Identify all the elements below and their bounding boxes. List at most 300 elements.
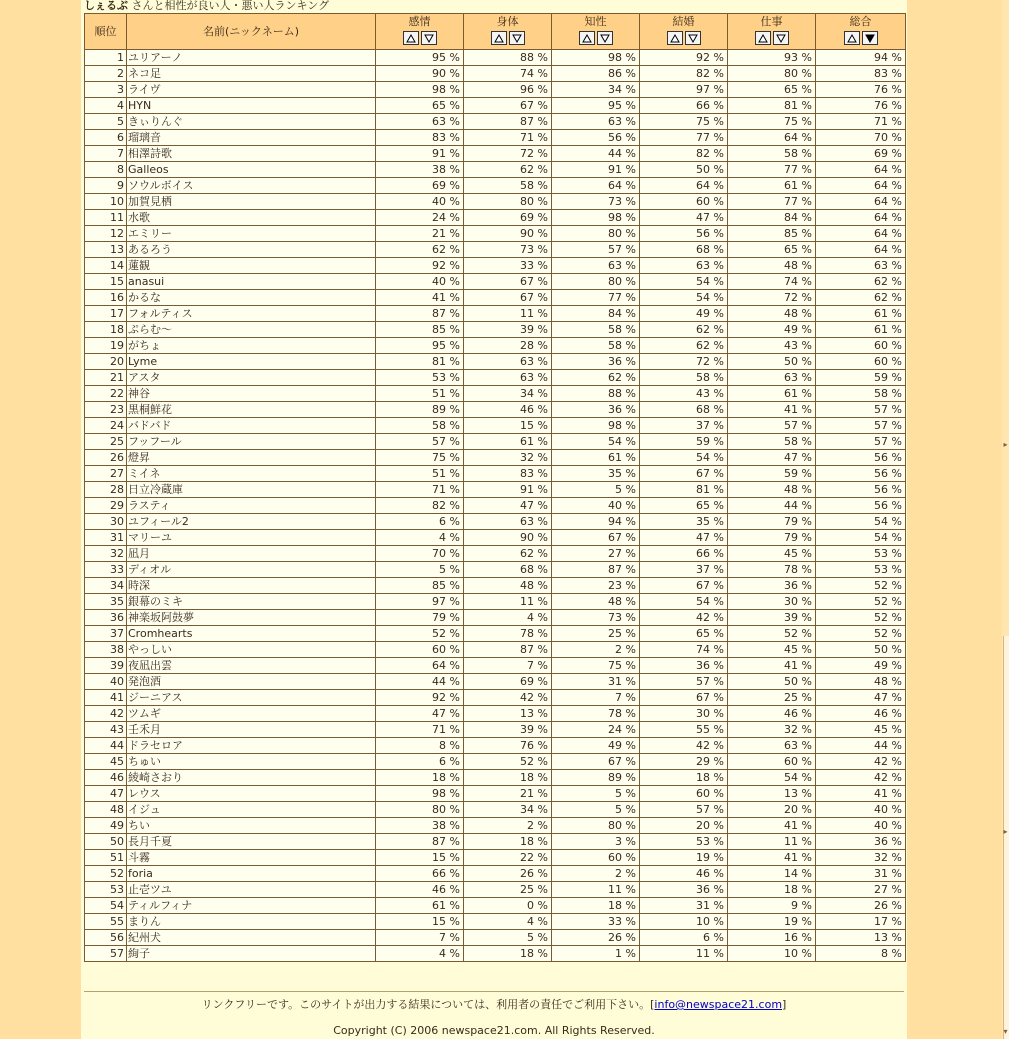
cell-total: 69 %: [816, 146, 906, 162]
cell-emotion: 38 %: [376, 162, 464, 178]
cell-name: 止壱ツユ: [127, 882, 376, 898]
cell-emotion: 92 %: [376, 690, 464, 706]
cell-total: 76 %: [816, 98, 906, 114]
cell-work: 25 %: [728, 690, 816, 706]
table-row: [85, 562, 906, 578]
cell-name: foria: [127, 866, 376, 882]
cell-emotion: 87 %: [376, 306, 464, 322]
cell-total: 52 %: [816, 626, 906, 642]
cell-total: 52 %: [816, 594, 906, 610]
sort-intellect-asc-button[interactable]: [579, 31, 595, 45]
cell-name: マリーユ: [127, 530, 376, 546]
table-row: [85, 82, 906, 98]
cell-name: 神谷: [127, 386, 376, 402]
cell-marriage: 65 %: [640, 498, 728, 514]
cell-rank: 54: [85, 898, 127, 914]
cell-marriage: 82 %: [640, 66, 728, 82]
cell-intellect: 77 %: [552, 290, 640, 306]
cell-emotion: 75 %: [376, 450, 464, 466]
target-user-name: しぇるぶ: [84, 0, 128, 12]
table-header-row: [85, 14, 906, 50]
cell-rank: 46: [85, 770, 127, 786]
cell-rank: 19: [85, 338, 127, 354]
table-row: [85, 690, 906, 706]
cell-work: 60 %: [728, 754, 816, 770]
cell-rank: 8: [85, 162, 127, 178]
col-emotion-label: 感情: [408, 15, 431, 28]
cell-marriage: 47 %: [640, 530, 728, 546]
scroll-arrow-icon[interactable]: ▸: [1003, 440, 1008, 449]
cell-work: 64 %: [728, 130, 816, 146]
cell-intellect: 1 %: [552, 946, 640, 962]
cell-marriage: 77 %: [640, 130, 728, 146]
cell-marriage: 43 %: [640, 386, 728, 402]
cell-emotion: 5 %: [376, 562, 464, 578]
cell-rank: 3: [85, 82, 127, 98]
cell-marriage: 74 %: [640, 642, 728, 658]
cell-total: 52 %: [816, 578, 906, 594]
cell-body: 48 %: [464, 578, 552, 594]
copyright: Copyright (C) 2006 newspace21.com. All Rights Reserved.: [333, 1024, 655, 1037]
cell-name: 絢子: [127, 946, 376, 962]
cell-emotion: 64 %: [376, 658, 464, 674]
cell-body: 39 %: [464, 322, 552, 338]
cell-body: 15 %: [464, 418, 552, 434]
cell-body: 67 %: [464, 274, 552, 290]
cell-rank: 20: [85, 354, 127, 370]
cell-name: 凪月: [127, 546, 376, 562]
cell-marriage: 50 %: [640, 162, 728, 178]
cell-name: 蓮観: [127, 258, 376, 274]
cell-rank: 7: [85, 146, 127, 162]
sort-body-asc-button[interactable]: [491, 31, 507, 45]
sort-work-asc-button[interactable]: [755, 31, 771, 45]
cell-marriage: 30 %: [640, 706, 728, 722]
cell-body: 88 %: [464, 50, 552, 66]
cell-body: 28 %: [464, 338, 552, 354]
cell-body: 71 %: [464, 130, 552, 146]
cell-work: 9 %: [728, 898, 816, 914]
table-row: [85, 274, 906, 290]
cell-marriage: 47 %: [640, 210, 728, 226]
cell-emotion: 66 %: [376, 866, 464, 882]
cell-body: 42 %: [464, 690, 552, 706]
cell-total: 76 %: [816, 82, 906, 98]
cell-total: 64 %: [816, 162, 906, 178]
cell-intellect: 75 %: [552, 658, 640, 674]
table-row: [85, 834, 906, 850]
cell-total: 26 %: [816, 898, 906, 914]
cell-body: 0 %: [464, 898, 552, 914]
cell-intellect: 67 %: [552, 530, 640, 546]
sort-total-asc-button[interactable]: [844, 31, 860, 45]
cell-body: 5 %: [464, 930, 552, 946]
cell-body: 69 %: [464, 674, 552, 690]
cell-work: 16 %: [728, 930, 816, 946]
table-row: [85, 386, 906, 402]
cell-rank: 27: [85, 466, 127, 482]
cell-intellect: 60 %: [552, 850, 640, 866]
table-row: [85, 418, 906, 434]
table-row: [85, 178, 906, 194]
cell-emotion: 85 %: [376, 322, 464, 338]
table-row: [85, 786, 906, 802]
cell-total: 60 %: [816, 338, 906, 354]
cell-rank: 57: [85, 946, 127, 962]
cell-intellect: 26 %: [552, 930, 640, 946]
triangle-up-icon: [494, 34, 504, 43]
cell-emotion: 90 %: [376, 66, 464, 82]
cell-work: 72 %: [728, 290, 816, 306]
table-row: [85, 210, 906, 226]
triangle-down-icon: [424, 34, 434, 43]
cell-body: 91 %: [464, 482, 552, 498]
cell-emotion: 89 %: [376, 402, 464, 418]
cell-name: イジュ: [127, 802, 376, 818]
cell-intellect: 48 %: [552, 594, 640, 610]
cell-emotion: 65 %: [376, 98, 464, 114]
cell-total: 64 %: [816, 194, 906, 210]
cell-work: 48 %: [728, 258, 816, 274]
scrollbar-thumb[interactable]: [1003, 636, 1009, 1039]
cell-intellect: 88 %: [552, 386, 640, 402]
cell-marriage: 53 %: [640, 834, 728, 850]
cell-intellect: 67 %: [552, 754, 640, 770]
cell-rank: 45: [85, 754, 127, 770]
cell-marriage: 54 %: [640, 274, 728, 290]
triangle-up-icon: [582, 34, 592, 43]
cell-work: 10 %: [728, 946, 816, 962]
cell-work: 30 %: [728, 594, 816, 610]
cell-intellect: 18 %: [552, 898, 640, 914]
cell-body: 74 %: [464, 66, 552, 82]
cell-work: 39 %: [728, 610, 816, 626]
cell-marriage: 19 %: [640, 850, 728, 866]
cell-work: 45 %: [728, 546, 816, 562]
cell-emotion: 57 %: [376, 434, 464, 450]
cell-total: 94 %: [816, 50, 906, 66]
cell-emotion: 24 %: [376, 210, 464, 226]
cell-emotion: 15 %: [376, 850, 464, 866]
cell-marriage: 42 %: [640, 610, 728, 626]
cell-total: 83 %: [816, 66, 906, 82]
cell-marriage: 56 %: [640, 226, 728, 242]
table-row: [85, 66, 906, 82]
cell-rank: 12: [85, 226, 127, 242]
cell-rank: 4: [85, 98, 127, 114]
cell-emotion: 8 %: [376, 738, 464, 754]
cell-body: 7 %: [464, 658, 552, 674]
cell-total: 64 %: [816, 178, 906, 194]
cell-intellect: 58 %: [552, 322, 640, 338]
cell-work: 57 %: [728, 418, 816, 434]
cell-emotion: 44 %: [376, 674, 464, 690]
cell-marriage: 68 %: [640, 402, 728, 418]
cell-body: 96 %: [464, 82, 552, 98]
cell-marriage: 42 %: [640, 738, 728, 754]
scroll-down-icon[interactable]: ▾: [1003, 1027, 1008, 1036]
cell-name: レウス: [127, 786, 376, 802]
table-row: [85, 722, 906, 738]
cell-total: 27 %: [816, 882, 906, 898]
cell-name: ジーニアス: [127, 690, 376, 706]
cell-work: 20 %: [728, 802, 816, 818]
cell-marriage: 55 %: [640, 722, 728, 738]
cell-total: 53 %: [816, 546, 906, 562]
cell-marriage: 66 %: [640, 546, 728, 562]
cell-work: 41 %: [728, 402, 816, 418]
cell-work: 41 %: [728, 818, 816, 834]
cell-work: 63 %: [728, 738, 816, 754]
cell-name: アスタ: [127, 370, 376, 386]
cell-emotion: 95 %: [376, 50, 464, 66]
cell-name: ラスティ: [127, 498, 376, 514]
cell-marriage: 60 %: [640, 194, 728, 210]
cell-total: 70 %: [816, 130, 906, 146]
cell-work: 65 %: [728, 82, 816, 98]
cell-work: 36 %: [728, 578, 816, 594]
cell-marriage: 54 %: [640, 290, 728, 306]
cell-body: 62 %: [464, 162, 552, 178]
cell-intellect: 5 %: [552, 802, 640, 818]
cell-body: 18 %: [464, 770, 552, 786]
table-row: [85, 338, 906, 354]
sort-total-desc-button[interactable]: [862, 31, 878, 45]
col-rank-label: 順位: [94, 25, 117, 38]
triangle-down-icon: [512, 34, 522, 43]
cell-marriage: 67 %: [640, 578, 728, 594]
col-body-header: [464, 14, 552, 50]
cell-emotion: 82 %: [376, 498, 464, 514]
cell-rank: 53: [85, 882, 127, 898]
cell-marriage: 35 %: [640, 514, 728, 530]
sort-marriage-asc-button[interactable]: [667, 31, 683, 45]
cell-name: まりん: [127, 914, 376, 930]
cell-rank: 29: [85, 498, 127, 514]
cell-marriage: 60 %: [640, 786, 728, 802]
cell-body: 78 %: [464, 626, 552, 642]
cell-total: 56 %: [816, 498, 906, 514]
cell-intellect: 95 %: [552, 98, 640, 114]
sort-emotion-asc-button[interactable]: [403, 31, 419, 45]
cell-emotion: 58 %: [376, 418, 464, 434]
cell-body: 76 %: [464, 738, 552, 754]
cell-work: 77 %: [728, 194, 816, 210]
cell-marriage: 66 %: [640, 98, 728, 114]
cell-work: 81 %: [728, 98, 816, 114]
cell-emotion: 80 %: [376, 802, 464, 818]
table-row: [85, 546, 906, 562]
table-row: [85, 738, 906, 754]
table-row: [85, 898, 906, 914]
sort-body-desc-button[interactable]: [509, 31, 525, 45]
cell-body: 4 %: [464, 610, 552, 626]
cell-total: 48 %: [816, 674, 906, 690]
table-row: [85, 370, 906, 386]
cell-body: 39 %: [464, 722, 552, 738]
table-row: [85, 610, 906, 626]
cell-emotion: 79 %: [376, 610, 464, 626]
triangle-down-filled-icon: [865, 34, 875, 43]
col-name-label: 名前(ニックネーム): [202, 25, 300, 38]
col-marriage-label: 結婚: [672, 15, 695, 28]
cell-intellect: 61 %: [552, 450, 640, 466]
cell-rank: 16: [85, 290, 127, 306]
col-intellect-label: 知性: [584, 15, 607, 28]
cell-rank: 1: [85, 50, 127, 66]
cell-rank: 9: [85, 178, 127, 194]
cell-total: 54 %: [816, 514, 906, 530]
cell-work: 49 %: [728, 322, 816, 338]
cell-total: 50 %: [816, 642, 906, 658]
cell-total: 61 %: [816, 322, 906, 338]
table-row: [85, 882, 906, 898]
cell-name: やっしい: [127, 642, 376, 658]
cell-marriage: 37 %: [640, 418, 728, 434]
table-row: [85, 226, 906, 242]
cell-work: 14 %: [728, 866, 816, 882]
table-row: [85, 354, 906, 370]
cell-name: 壬禾月: [127, 722, 376, 738]
cell-work: 65 %: [728, 242, 816, 258]
sort-work-desc-button[interactable]: [773, 31, 789, 45]
cell-emotion: 47 %: [376, 706, 464, 722]
cell-body: 21 %: [464, 786, 552, 802]
cell-emotion: 71 %: [376, 482, 464, 498]
cell-emotion: 81 %: [376, 354, 464, 370]
cell-body: 72 %: [464, 146, 552, 162]
cell-rank: 5: [85, 114, 127, 130]
table-row: [85, 594, 906, 610]
cell-work: 44 %: [728, 498, 816, 514]
cell-body: 63 %: [464, 514, 552, 530]
cell-work: 79 %: [728, 530, 816, 546]
cell-work: 75 %: [728, 114, 816, 130]
cell-rank: 34: [85, 578, 127, 594]
cell-name: 紀州犬: [127, 930, 376, 946]
cell-rank: 30: [85, 514, 127, 530]
cell-work: 48 %: [728, 306, 816, 322]
cell-intellect: 98 %: [552, 50, 640, 66]
cell-marriage: 57 %: [640, 674, 728, 690]
table-row: [85, 930, 906, 946]
cell-intellect: 2 %: [552, 866, 640, 882]
cell-total: 46 %: [816, 706, 906, 722]
cell-rank: 15: [85, 274, 127, 290]
cell-emotion: 7 %: [376, 930, 464, 946]
cell-name: 神楽坂阿鼓夢: [127, 610, 376, 626]
cell-intellect: 94 %: [552, 514, 640, 530]
cell-intellect: 11 %: [552, 882, 640, 898]
table-row: [85, 818, 906, 834]
cell-intellect: 49 %: [552, 738, 640, 754]
cell-rank: 31: [85, 530, 127, 546]
table-row: [85, 674, 906, 690]
cell-name: フッフール: [127, 434, 376, 450]
cell-name: Cromhearts: [127, 626, 376, 642]
cell-rank: 35: [85, 594, 127, 610]
cell-emotion: 70 %: [376, 546, 464, 562]
cell-emotion: 85 %: [376, 578, 464, 594]
cell-body: 25 %: [464, 882, 552, 898]
sort-emotion-desc-button[interactable]: [421, 31, 437, 45]
cell-name: がちょ: [127, 338, 376, 354]
cell-marriage: 57 %: [640, 802, 728, 818]
cell-emotion: 15 %: [376, 914, 464, 930]
cell-name: Lyme: [127, 354, 376, 370]
cell-body: 90 %: [464, 530, 552, 546]
table-row: [85, 770, 906, 786]
cell-marriage: 97 %: [640, 82, 728, 98]
cell-rank: 22: [85, 386, 127, 402]
cell-total: 57 %: [816, 434, 906, 450]
cell-marriage: 46 %: [640, 866, 728, 882]
cell-intellect: 56 %: [552, 130, 640, 146]
cell-name: 長月千夏: [127, 834, 376, 850]
scroll-arrow-icon[interactable]: ▸: [1003, 827, 1008, 836]
table-row: [85, 530, 906, 546]
cell-work: 78 %: [728, 562, 816, 578]
cell-work: 58 %: [728, 434, 816, 450]
triangle-down-icon: [688, 34, 698, 43]
cell-rank: 13: [85, 242, 127, 258]
sort-marriage-desc-button[interactable]: [685, 31, 701, 45]
cell-name: ちい: [127, 818, 376, 834]
cell-intellect: 57 %: [552, 242, 640, 258]
col-work-header: [728, 14, 816, 50]
cell-work: 74 %: [728, 274, 816, 290]
cell-body: 18 %: [464, 946, 552, 962]
cell-rank: 6: [85, 130, 127, 146]
cell-total: 40 %: [816, 818, 906, 834]
cell-emotion: 51 %: [376, 466, 464, 482]
cell-marriage: 67 %: [640, 466, 728, 482]
table-row: [85, 514, 906, 530]
cell-name: ドラセロア: [127, 738, 376, 754]
table-row: [85, 578, 906, 594]
cell-intellect: 3 %: [552, 834, 640, 850]
cell-intellect: 23 %: [552, 578, 640, 594]
cell-work: 48 %: [728, 482, 816, 498]
footer-disclaimer: リンクフリーです。このサイトが出力する結果については、利用者の責任でご利用下さい。[: [201, 998, 655, 1011]
cell-body: 58 %: [464, 178, 552, 194]
cell-emotion: 97 %: [376, 594, 464, 610]
contact-email-link[interactable]: info@newspace21.com: [654, 998, 783, 1011]
cell-work: 63 %: [728, 370, 816, 386]
cell-emotion: 40 %: [376, 274, 464, 290]
cell-rank: 14: [85, 258, 127, 274]
cell-total: 49 %: [816, 658, 906, 674]
triangle-up-icon: [847, 34, 857, 43]
cell-intellect: 33 %: [552, 914, 640, 930]
cell-rank: 52: [85, 866, 127, 882]
cell-body: 34 %: [464, 802, 552, 818]
cell-intellect: 84 %: [552, 306, 640, 322]
sort-intellect-desc-button[interactable]: [597, 31, 613, 45]
cell-body: 80 %: [464, 194, 552, 210]
cell-body: 34 %: [464, 386, 552, 402]
cell-body: 22 %: [464, 850, 552, 866]
cell-emotion: 83 %: [376, 130, 464, 146]
cell-marriage: 67 %: [640, 690, 728, 706]
cell-name: 夜凪出雲: [127, 658, 376, 674]
cell-marriage: 11 %: [640, 946, 728, 962]
cell-intellect: 91 %: [552, 162, 640, 178]
cell-rank: 2: [85, 66, 127, 82]
cell-name: フォルティス: [127, 306, 376, 322]
col-total-label: 総合: [849, 15, 872, 28]
cell-name: anasui: [127, 274, 376, 290]
